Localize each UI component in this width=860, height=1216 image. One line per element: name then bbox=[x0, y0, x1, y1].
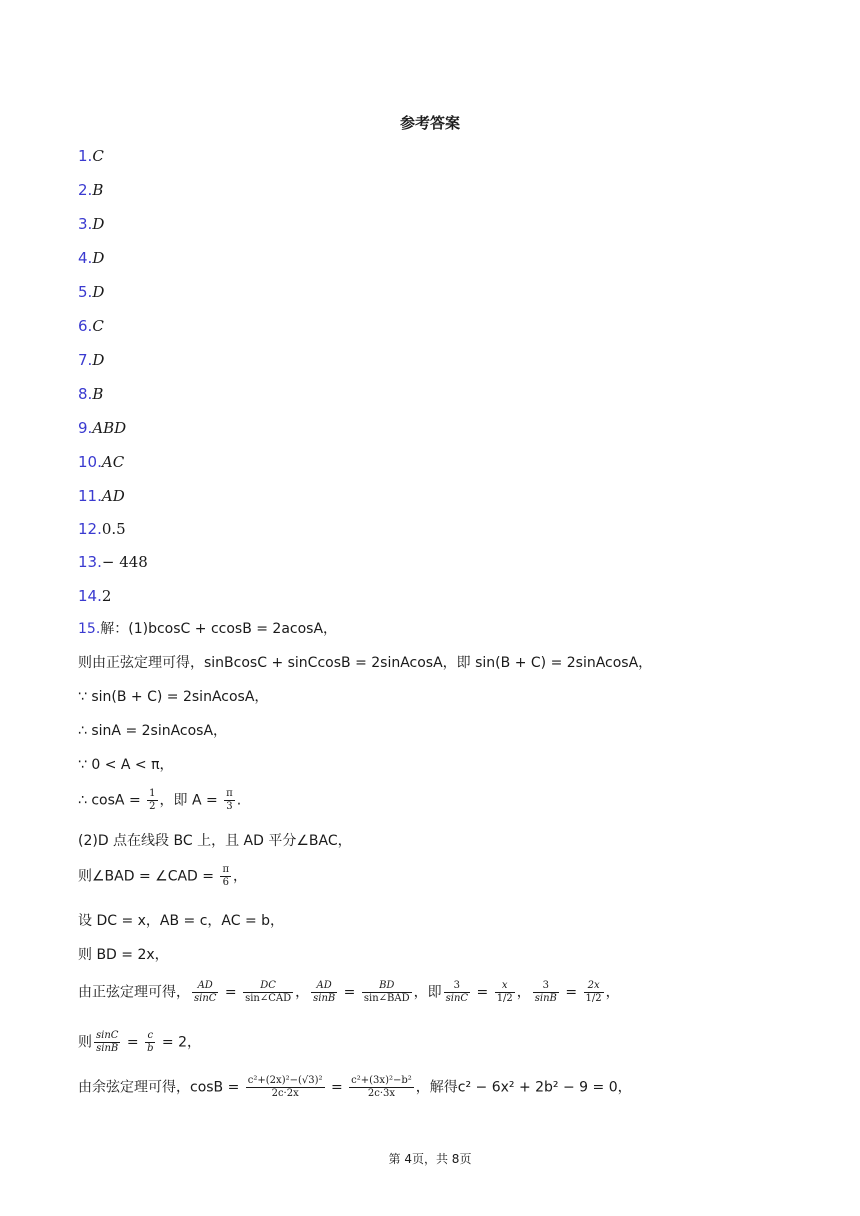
answer-value: D bbox=[92, 249, 105, 267]
denominator: 6 bbox=[222, 877, 229, 888]
fraction-3-sinb bbox=[533, 980, 559, 1005]
fraction-ad-sinc bbox=[192, 980, 218, 1005]
denominator: 2c·3x bbox=[367, 1088, 396, 1099]
fraction-bd-sinbad bbox=[362, 980, 412, 1005]
answer-number: 12. bbox=[78, 520, 102, 538]
fraction-pi-over-6 bbox=[220, 864, 231, 889]
denominator: 2 bbox=[149, 801, 156, 812]
answer-item bbox=[78, 452, 124, 472]
answer-value: D bbox=[92, 215, 105, 233]
solution-text: 解：(1)bcosC + ccosB = 2acosA， bbox=[100, 621, 338, 637]
denominator: 2c·2x bbox=[271, 1088, 299, 1099]
numerator: c²+(3x)²−b² bbox=[351, 1075, 412, 1086]
denominator: sinC bbox=[445, 993, 469, 1004]
answer-value: AD bbox=[101, 487, 125, 505]
numerator: DC bbox=[243, 980, 293, 993]
answer-item bbox=[78, 214, 104, 234]
answer-number: 7. bbox=[78, 351, 93, 369]
text-segment: 则 bbox=[78, 1034, 92, 1051]
solution-line bbox=[78, 1030, 201, 1055]
text-segment: ∴ cosA = bbox=[78, 792, 146, 809]
solution-line: 则由正弦定理可得，sinBcosC + sinCcosB = 2sinAcosA，即 sin(B + C) = 2sinAcosA， bbox=[78, 655, 653, 671]
solution-line: 设 DC = x，AB = c，AC = b， bbox=[78, 913, 285, 929]
answer-number: 1. bbox=[78, 147, 93, 165]
numerator: BD bbox=[362, 980, 412, 993]
answer-number: 5. bbox=[78, 283, 93, 301]
solution-line: 则 BD = 2x， bbox=[78, 947, 169, 963]
answer-item bbox=[78, 282, 104, 302]
numerator: x bbox=[495, 980, 515, 993]
numerator: sinC bbox=[96, 1030, 119, 1041]
answer-number: 14. bbox=[78, 587, 102, 605]
solution-line bbox=[78, 788, 241, 813]
page-footer: 第 4页，共 8页 bbox=[388, 1152, 472, 1166]
numerator: π bbox=[226, 788, 233, 799]
answer-value: 2 bbox=[101, 587, 112, 605]
denominator: sinB bbox=[96, 1043, 119, 1054]
fraction-3-sinc bbox=[444, 980, 470, 1005]
solution-line: 由正弦定理可得， $\frac{AD}{\sin C}$ = $\frac{DC}{\text{sin∠CAD}}$ ， $\frac{AD}{\sin B}$ = $\frac{BD}{\text{sin∠BAD}}$ ，即 $\frac{3}{\sin C}$ = $\frac{x}{1/2}$ ， $\frac{3}{\sin B}$ = $\frac{2x}{1/2}$ ， bbox=[78, 980, 620, 1004]
text-segment: ，即 A = bbox=[159, 792, 223, 809]
answer-value: B bbox=[92, 181, 104, 199]
denominator: sinC bbox=[194, 993, 217, 1004]
text-segment: ， bbox=[233, 868, 248, 885]
numerator: c bbox=[145, 1030, 155, 1043]
answer-item bbox=[78, 552, 148, 572]
answer-value: C bbox=[92, 147, 104, 165]
numerator: AD bbox=[192, 980, 218, 993]
fraction-cos-law-2 bbox=[349, 1075, 414, 1100]
text-segment: = bbox=[122, 1034, 144, 1051]
answer-number: 9. bbox=[78, 419, 93, 437]
answer-number: 11. bbox=[78, 487, 102, 505]
numerator: 3 bbox=[533, 980, 559, 993]
answer-value: D bbox=[92, 351, 105, 369]
answer-number: 2. bbox=[78, 181, 93, 199]
answer-value: 0.5 bbox=[101, 520, 126, 538]
answer-item bbox=[78, 418, 126, 438]
answer-number: 10. bbox=[78, 453, 102, 471]
answer-item bbox=[78, 350, 104, 370]
text-segment: 由正弦定理可得， bbox=[78, 984, 190, 1001]
text-segment: ， bbox=[295, 984, 310, 1001]
fraction-x-half bbox=[495, 980, 515, 1005]
answer-item bbox=[78, 248, 104, 268]
denominator: sinB bbox=[534, 993, 557, 1004]
fraction-sinc-sinb bbox=[94, 1030, 120, 1055]
solution-line: ∴ sinA = 2sinAcosA， bbox=[78, 723, 228, 739]
text-segment: = bbox=[326, 1079, 348, 1096]
numerator: 1 bbox=[149, 788, 156, 799]
fraction-one-half bbox=[147, 788, 157, 813]
numerator: AD bbox=[311, 980, 337, 993]
answer-item bbox=[78, 519, 126, 539]
denominator: 1/2 bbox=[585, 993, 602, 1004]
text-segment: ，即 bbox=[413, 984, 442, 1001]
denominator: b bbox=[147, 1043, 154, 1054]
text-segment: ，解得c² − 6x² + 2b² − 9 = 0， bbox=[415, 1079, 632, 1096]
solution-line: (2)D 点在线段 BC 上，且 AD 平分∠BAC， bbox=[78, 833, 352, 849]
denominator: sin∠BAD bbox=[363, 993, 410, 1004]
text-segment: ， bbox=[605, 984, 620, 1001]
numerator: 3 bbox=[444, 980, 470, 993]
numerator: π bbox=[222, 864, 230, 875]
answer-item bbox=[78, 384, 103, 404]
solution-line: ∵ sin(B + C) = 2sinAcosA， bbox=[78, 689, 269, 705]
fraction-2x-half bbox=[584, 980, 604, 1005]
numerator: 2x bbox=[584, 980, 604, 993]
page-title: 参考答案 bbox=[399, 114, 460, 132]
answer-number: 8. bbox=[78, 385, 93, 403]
answer-value: D bbox=[92, 283, 105, 301]
answer-value: − 448 bbox=[101, 553, 148, 571]
text-segment: ， bbox=[516, 984, 531, 1001]
answer-number: 3. bbox=[78, 215, 93, 233]
numerator: c²+(2x)²−(√3)² bbox=[247, 1075, 323, 1086]
fraction-ad-sinb bbox=[311, 980, 337, 1005]
answer-number: 13. bbox=[78, 553, 102, 571]
text-segment: = 2， bbox=[157, 1034, 202, 1051]
fraction-pi-over-3 bbox=[224, 788, 235, 813]
text-segment: 则∠BAD = ∠CAD = bbox=[78, 868, 219, 885]
fraction-cos-law-1 bbox=[246, 1075, 325, 1100]
fraction-c-b bbox=[145, 1030, 155, 1055]
answer-value: B bbox=[92, 385, 104, 403]
answer-value: ABD bbox=[92, 419, 127, 437]
answer-item bbox=[78, 586, 111, 606]
answer-item bbox=[78, 486, 125, 506]
denominator: 3 bbox=[226, 801, 233, 812]
text-segment: . bbox=[236, 792, 242, 809]
answer-number: 4. bbox=[78, 249, 93, 267]
solution-line bbox=[78, 618, 337, 640]
denominator: sinB bbox=[313, 993, 336, 1004]
text-segment: 由余弦定理可得，cosB = bbox=[78, 1079, 244, 1096]
solution-line bbox=[78, 1075, 632, 1100]
answer-value: C bbox=[92, 317, 104, 335]
answer-item bbox=[78, 316, 104, 336]
solution-number: 15. bbox=[78, 621, 101, 637]
answer-item bbox=[78, 146, 104, 166]
denominator: sin∠CAD bbox=[245, 993, 292, 1004]
solution-line: ∵ 0 < A < π， bbox=[78, 757, 174, 773]
answer-item bbox=[78, 180, 103, 200]
denominator: 1/2 bbox=[496, 993, 513, 1004]
answer-value: AC bbox=[101, 453, 125, 471]
answer-number: 6. bbox=[78, 317, 93, 335]
solution-line bbox=[78, 864, 247, 889]
fraction-dc-sincad bbox=[243, 980, 293, 1005]
